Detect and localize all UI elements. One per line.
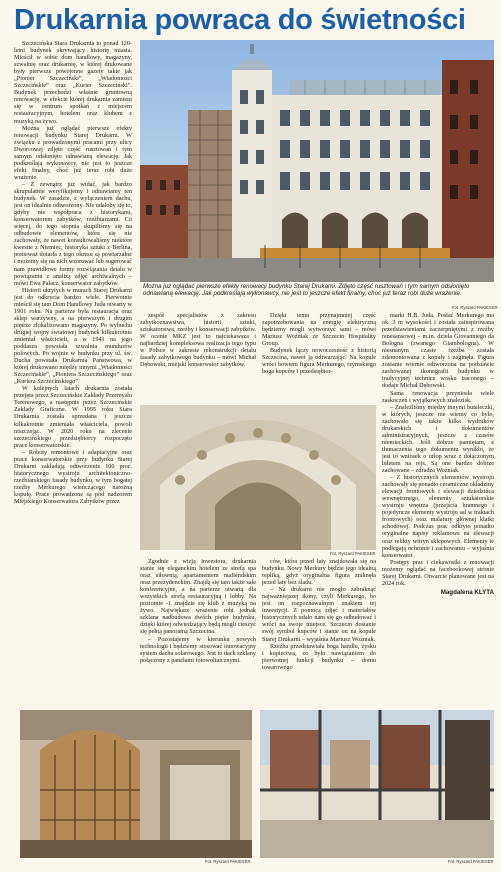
- paragraph: Zgodnie z wizją inwestora, drukarnia stanie się eleganckim hotelem ze strefą spa oraz siłownią, apartamentem mafiéndskim oraz przezydenckim. Znajdą się tam także sale konferencyjne, a na parterze otwartą dla wszystkich strefą restauracyjną i lobby. Na poziomie -1 znajdzie się klub z muzyką na żywo. Największe wrażenie robi jednak szklana nadbudowa dwóch pięter budynku, dzięki której odwiedzający będą mogli cieszyć się pełną panoramą Szczecina.: [140, 558, 256, 636]
- paragraph: marki H.B. Juda. Postać Merkurego ma ok. 3 m wysokości i została zainspirowana przedstawieniami zaczerpniętymi z rzeźby renesansowej – m.in. dzieła Giovanniego da Bologna (zwanego Giambologna). W niesnanym czasie rzeźba została zdemontowana z kopuły i zaginęła. Figura zostanie wiernie odtworzona na podstawie zachowanej ikonografii budynku w tradycyjnej technice wosku traconego – dodaje Michał Dębowski.: [382, 312, 494, 390]
- column-4: [382, 312, 494, 705]
- paragraph: – Znaleźliśmy między innymi buteleczki, w których, jeszcze nie wiemy co było, zachowało się także kilka wydruków drukarskich i dokumentów administracyjnych, jeszcze z czasów niemieckich. Jeśli dobrze pamiętam, z tłumaczenia tego dokumentu wynikło, że jest to wniosek o urlop wraz z dołączonym biletem na rejs. Są one bardzo dobrze zachowane – zdradza Woźniak.: [382, 403, 494, 475]
- window-illustration: [260, 710, 494, 858]
- paragraph: – Pozostajemy w kierunku nowych technologii i będziemy stosować innowacyjny system dachu solarowego. Jest to dach szklany połączony z panelami fotowoltaicznymi.: [140, 635, 256, 664]
- paragraph: – Na drukarni nie mogło zabraknąć najważniejszej ikony, czyli Merkurego, bo jest on rozpoznawalnym znakiem tej inwestycji. Z pomocą zdjęć i materiałów historycznych udało nam się go odbudować i wróci na swoje miejsce. Szczecin dostanie swój symbol kupców i stanie on na kopule Starej Drukarni – wyjaśnia Mariusz Woźniak.: [262, 586, 376, 643]
- building-photo: [140, 40, 494, 282]
- interior-door-photo: [20, 710, 252, 858]
- interior-illustration: [20, 710, 252, 858]
- paragraph: Budynek łączy nowoczesność z historią Szczecina, nawet ją odtwarzając. Na kopule wróci bowiem figura Merkurego, rzymskiego boga kupców i przedsiębior-: [262, 347, 376, 376]
- photo-caption: Można już oglądać pierwsze efekty renowacji budynku Starej Drukarni. Zdjęto część rusztowań i tym samym odsłonięto odnawianą elewację. Jak podkreślają wykonawcy, nie jest to jeszcze efekt finalny, choć już teraz robi duże wrażenie.: [143, 283, 470, 297]
- photo-credit: Fot. Ryszard PAKIESER: [448, 859, 494, 864]
- paragraph: – Roboty remontowe i adaptacyjne oraz prace konserwatorskie przy budynku Starej Drukarni zakładają odtworzenie 100 proc. historycznego wystroju architektoniczno-rzeźbiarskiego fasady budynku, w tym bogatej rzeźby Merkurego wieńczącego narożną kopułę. Prace prowadzone są pod nadzorem Miejskiego Konserwatora Zabytków przez: [14, 448, 132, 506]
- paragraph: zespół specjalistów z zakresu zabytkoznawstwa, historii sztuki, sztukatorstwa, rzeźby i konserwacji zabytków. W ocenie MKZ jest to najciekawsza i najbardziej kompleksowa realizacja tego typu w Polsce w zakresie rekonstrukcji detalu fasady zabytkowego budynku – mówi Michał Dębowski, miejski konserwator zabytków.: [140, 312, 256, 369]
- paragraph: ców, która przed laty znajdowała się na budynku. Nowy Merkury będzie jego idealną repliką, gdyż oryginalna figura zniknęła przed laty bez śladu.: [262, 558, 376, 587]
- paragraph: Postępy prac i ciekawostki z renowacji możemy oglądać na facebookowej stronie Starej Drukarni. Otwarcie planowane jest na 2024 rok.: [382, 558, 494, 587]
- headline: Drukarnia powraca do świetności: [14, 4, 466, 36]
- paragraph: Szczecińska Stara Drukarnia to ponad 120-letni budynek skrywający historię miasta. Mieścił w sobie dom handlowy, magazyny, szwalnię oraz drukarnię, w której drukowane były pierwsze powojenne gazety takie jak „Pionier Szczeciński”, „Wiadomości Szczecińskie” oraz „Kurier Szczeciński”. Budynek przechodzi właśnie gruntowną renowację, w efekcie której drukarnia zamieni się w centrum spotkań z miejscem restauracyjnym, hotelem oraz klubem z muzyką na żywo.: [14, 40, 132, 125]
- arch-illustration: [140, 405, 376, 550]
- author-signature: Magdalena KLYTA: [440, 588, 494, 596]
- column-1: [14, 40, 132, 705]
- building-illustration: [140, 40, 494, 282]
- column-2-top: [140, 312, 256, 402]
- paragraph: Można już oglądać pierwsze efekty renowacji budynku Starej Drukarni. W związku z prowadzonymi pracami przy ulicy Dworcowej zdjęto część rusztowań i tym samym odsłonięto odnawianą elewację. Jak podkreślają wykonawcy, nie jest to jeszcze efekt finalny, choć już teraz robi duże wrażenie.: [14, 124, 132, 181]
- paragraph: Rzeźba przedstawiała boga handlu, zysku i kupiectwa, co było nawiązaniem do pierwotnej funkcji budynku – domu towarowego: [262, 642, 376, 671]
- photo-credit: Fot. Ryszard PAKIESER: [330, 551, 376, 556]
- column-2-bottom: [140, 558, 256, 706]
- paragraph: W kolejnych latach drukarnia została przejęta przez Szczecińskie Zakłady Przemysłu Terenowego, a następnie przez Szczecińskie Zakłady Graficzne. W 1995 roku Stara Drukarnia została sprzedana i jeszcze kilkakrotnie zmieniała właściciela, powoli niszczejąc. W 2020 roku na zlecenie szczecińskiego przedsiębiorcy rozpoczęto prace konserwatorskie.: [14, 385, 132, 449]
- paragraph: Historii ukrytych w murach Starej Drukarni jest do odkrycia bardzo wiele. Pierwotnie mieścił się tam Dom Handlowy Juda otwarty w 1901 roku. Na parterze była restauracja oraz sklep warzywny, a na pierwszym i drugim piętrze zlokalizowano magazyny. Po wybuchu drugiej wojny światowej budynek kilkukrotnie zmieniał właścicieli, a w 1941 na jego poddaszu powstała szwalnia mundurów polowych. Po wojnie w budynku przy ul. św. Ducha powstała Drukarnia Państwowa, w której drukowano między innymi „Wiadomości Szczecińskie”, „Pioniera Szczecińskiego” oraz „Kuriera Szczecińskiego”.: [14, 286, 132, 386]
- paragraph: Dzięki temu przynajmniej część zapotrzebowania na energię elektryczną będziemy mogli wytworzyć sami – mówi Mariusz Woźniak ze Szczecin Hospitality Group.: [262, 312, 376, 348]
- photo-credit: Fot. Ryszard PAKIESER: [205, 859, 251, 864]
- column-3-bottom: [262, 558, 376, 706]
- window-view-photo: [260, 710, 494, 858]
- paragraph: – Z zewnątrz już widać, jak bardzo skrupulatnie weryfikujemy i odnawiamy ten budynek. W zasadzie, z wyłączeniem dachu, jest on idealnie odtworzony. Nie udałoby się to, gdyby nie współpraca z historykami, konserwatorem zabytków, rzeźbiarzami. Co więcej, do tego stopnia skupiliśmy się na odbudowie elementów, które się nie zachowały, że nawet konsultowaliśmy niektóre kwestie z Niemiec, historyka sztuki z Berlina, ponieważ dotarła z tego okresu są powtarzalne i możemy się na nich wzorować lub sugerować nam prawidłowe formy rozwiązania detalu w powiązaniu z analizą zdjęć archiwalnych – mówi Ewa Palacz, konserwator zabytków.: [14, 180, 132, 287]
- paragraph: – Z historycznych elementów wystroju zachowały się ponadto ceramiczne okładziny elewacji frontowych i elewacji dziedzińca wewnętrznego, elementy sztukatorskie wystroju wnętrza (przejścia bramnego i pojedyncze elementy wystroju sal w traktach frontowych) oraz malatury głównej klatki schodowej. Podczas prac odkryto ponadto oryginalne napisy reklamowe na elewacji oraz relikty witryn sklepowych. Elementy te podlegają ochronie i zachowaniu – wyjaśnia konserwator.: [382, 474, 494, 559]
- column-3-top: [262, 312, 376, 402]
- paragraph: Sama renowacja przyniosła wiele zaskoczeń i wyjątkowych znalezisk.: [382, 389, 494, 404]
- arch-detail-photo: [140, 405, 376, 550]
- photo-credit: Fot. Ryszard PAKIESER: [452, 305, 498, 310]
